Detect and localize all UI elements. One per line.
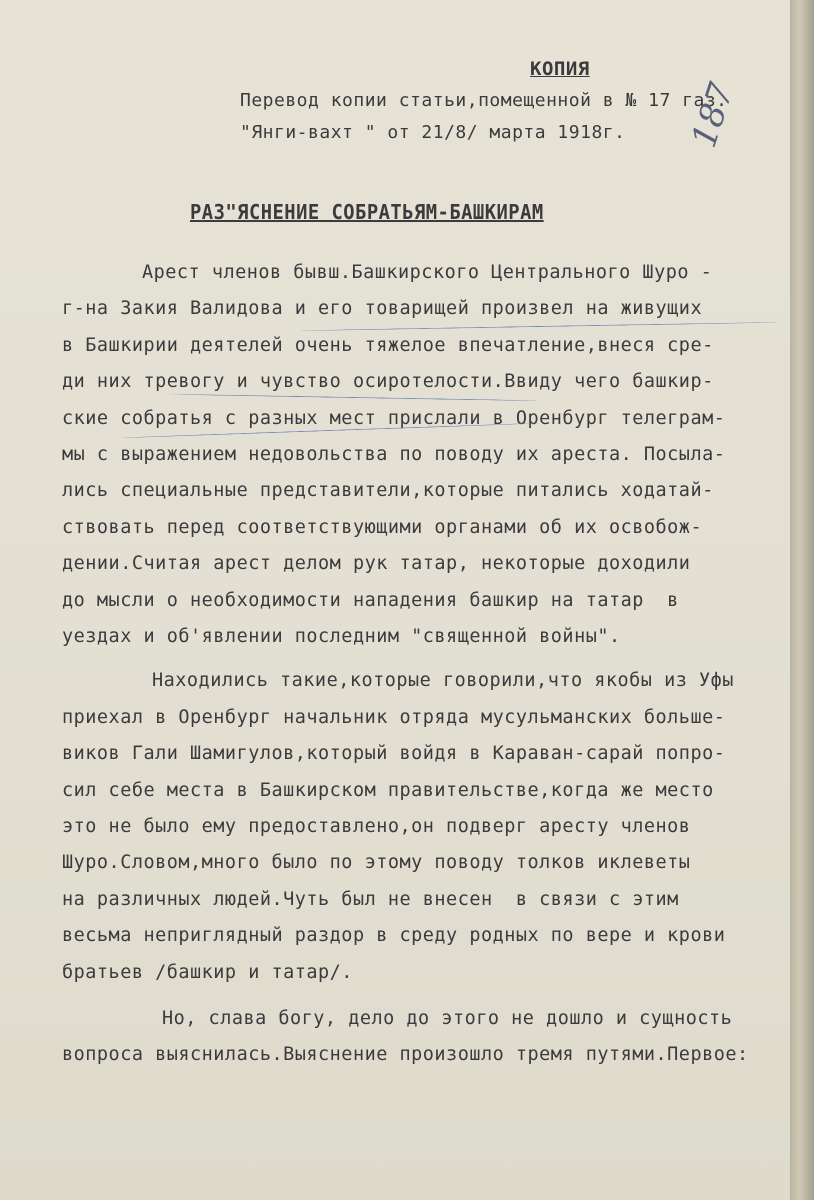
body-line: ствовать перед соответствующими органами об их освобож-	[62, 516, 703, 538]
body-line: Но, слава богу, дело до этого не дошло и сущность	[162, 1008, 733, 1029]
body-line: до мысли о необходимости нападения башкир на татар в	[62, 589, 679, 611]
handwritten-page-number: 187	[684, 78, 743, 153]
body-line: мы с выражением недовольства по поводу их ареста. Посыла-	[62, 444, 726, 465]
header-line-2: "Янги-вахт " от 21/8/ марта 1918г.	[240, 122, 626, 143]
body-line: уездах и об'явлении последним "священной войны".	[62, 626, 621, 647]
body-line: лись специальные представители,которые питались ходатай-	[62, 480, 714, 502]
copy-stamp: КОПИЯ	[530, 58, 590, 80]
body-line: г-на Закия Валидова и его товарищей произвел на живущих	[62, 298, 703, 320]
body-line: приехал в Оренбург начальник отряда мусульманских больше-	[62, 706, 726, 728]
body-line: на различных людей.Чуть был не внесен в связи с этим	[62, 888, 679, 910]
body-line: весьма неприглядный раздор в среду родных по вере и крови	[62, 925, 726, 947]
body-line: в Башкирии деятелей очень тяжелое впечатление,внеся сре-	[62, 334, 714, 356]
article-title: РАЗ"ЯСНЕНИЕ СОБРАТЬЯМ-БАШКИРАМ	[190, 200, 544, 224]
body-line: Арест членов бывш.Башкирского Центрального Шуро -	[142, 262, 713, 283]
header-line-1: Перевод копии статьи,помещенной в № 17 газ.	[240, 90, 728, 111]
page-edge	[790, 0, 814, 1200]
body-line: сил себе места в Башкирском правительстве,когда же место	[62, 779, 714, 801]
body-line: это не было ему предоставлено,он подверг аресту членов	[62, 816, 691, 837]
body-line: Находились такие,которые говорили,что якобы из Уфы	[152, 670, 734, 692]
ink-underline-mark	[300, 322, 778, 331]
body-line: дении.Считая арест делом рук татар, некоторые доходили	[62, 553, 691, 575]
ink-underline-mark	[170, 394, 540, 401]
body-line: Шуро.Словом,много было по этому поводу толков иклеветы	[62, 852, 691, 874]
body-line: вопроса выяснилась.Выяснение произошло тремя путями.Первое:	[62, 1044, 749, 1066]
body-line: виков Гали Шамигулов,который войдя в Караван-сарай попро-	[62, 743, 726, 765]
body-line: ди них тревогу и чувство осиротелости.Ввиду чего башкир-	[62, 371, 714, 393]
body-line: ские собратья с разных мест прислали в Оренбург телеграм-	[62, 407, 726, 429]
body-line: братьев /башкир и татар/.	[62, 961, 353, 983]
